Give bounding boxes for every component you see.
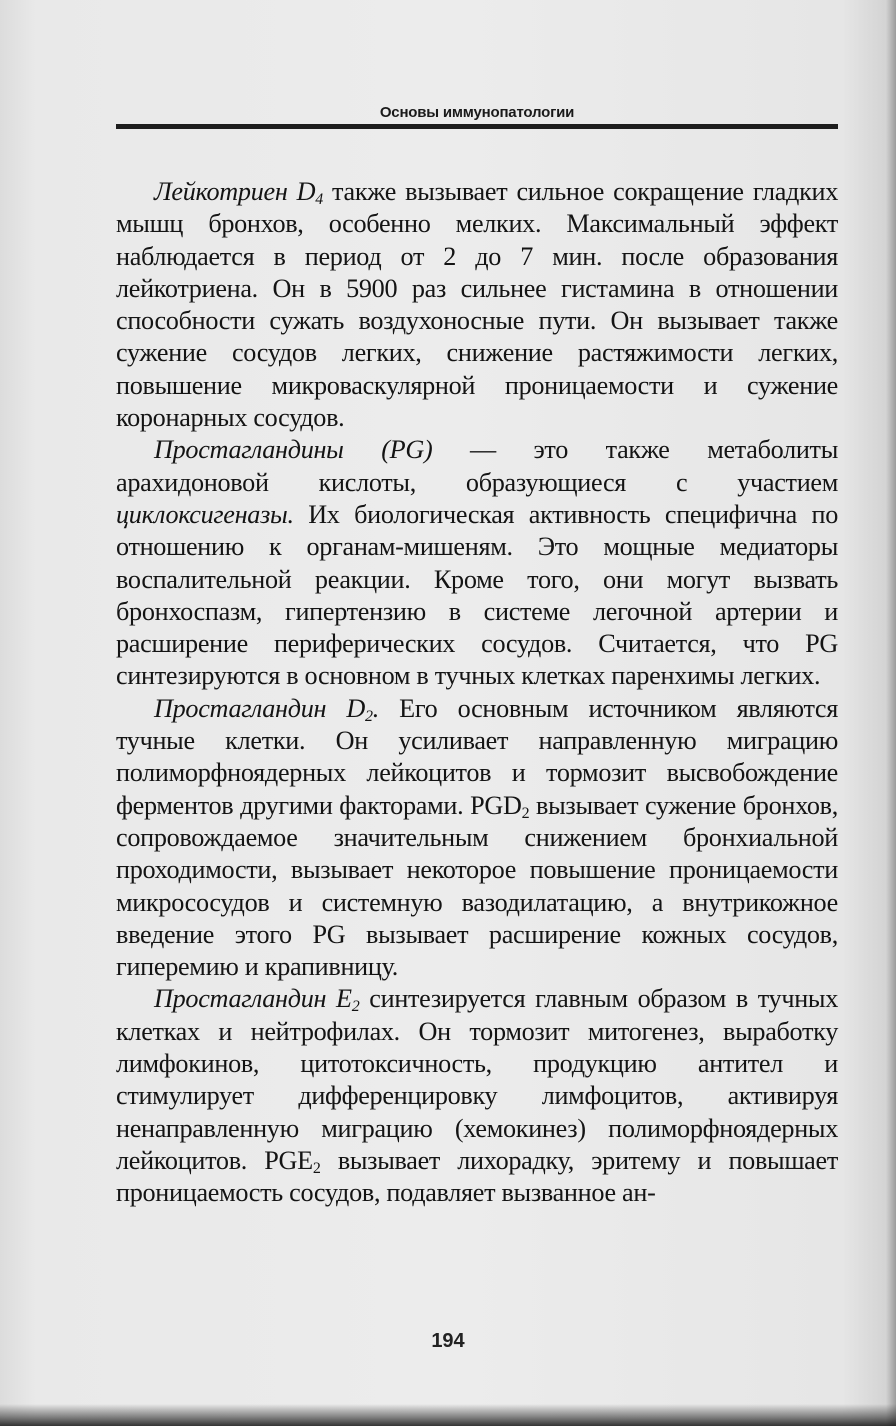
paragraph-prostaglandin-e2: [116, 983, 838, 1209]
term-prostaglandin-e2: [154, 984, 360, 1016]
term-text: Простагландин D: [154, 693, 365, 723]
term-text: Простагландин E: [154, 984, 352, 1014]
paragraph-text: вызывает сужение бронхов, сопровождаемое значительным снижением бронхиальной проходимости, вызывает некоторое повышение проницаемости микрососудов и системную вазодилатацию, а внутрикожное введение этого PG вызывает расширение кожных сосудов, гиперемию и крапивницу.: [116, 790, 838, 982]
paragraph-text: вызывает лихорадку, эритему и повышает проницаемость сосудов, подавляет вызванное ан-: [116, 1145, 838, 1208]
subscript: 2: [312, 1159, 321, 1177]
header-rule: [116, 124, 838, 129]
subscript: 4: [315, 191, 323, 208]
subscript: 2: [351, 998, 360, 1016]
term-cyclooxygenase: циклоксигеназы.: [116, 499, 294, 529]
page-edge-shadow-right: [886, 0, 896, 1426]
term-prostaglandins: Простагландины (PG): [154, 435, 433, 465]
subscript: 2: [521, 804, 530, 822]
page-number: 194: [431, 1330, 465, 1352]
paragraph-text: также вызывает сильное сокращение гладких мышц бронхов, особенно мелких. Максимальный эффект наблюдается в период от 2 до 7 мин. после образования лейкотриена. Он в 5900 раз сильнее гистамина в отношении способности сужать воздухоносные пути. Он вызывает также сужение сосудов легких, снижение растяжимости легких, повышение микроваскулярной проницаемости и сужение коронарных сосудов.: [116, 177, 839, 433]
body-text: [116, 176, 838, 1210]
paragraph-text: синтезируется главным образом в тучных клетках и нейтрофилах. Он тормозит митогенез, выработку лимфокинов, цитотоксичность, продукцию антител и стимулирует дифференцировку лимфоцитов, активируя ненаправленную миграцию (хемокинез) полиморфноядерных лейкоцитов. PGE: [116, 984, 839, 1175]
page-edge-shadow-bottom: [0, 1404, 896, 1426]
running-head: Основы иммунопатологии: [379, 104, 575, 121]
paragraph-prostaglandins: [116, 434, 838, 692]
paragraph-text: Их биологическая активность специфична по отношению к органам-мишеням. Это мощные медиаторы воспалительной реакции. Кроме того, они могут вызвать бронхоспазм, гипертензию в системе легочной артерии и расширение периферических сосудов. Считается, что PG синтезируются в основном в тучных клетках паренхимы легких.: [116, 499, 838, 691]
term-punctuation: .: [372, 693, 379, 723]
paragraph-text: Его основным источником являются тучные клетки. Он усиливает направленную миграцию полиморфноядерных лейкоцитов и тормозит высвобождение ферментов другими факторами. PGD: [116, 693, 838, 820]
page-header: [116, 104, 838, 129]
paragraph-prostaglandin-d2: [116, 693, 838, 984]
subscript: 2: [365, 707, 373, 725]
term-leukotriene-d4: [154, 177, 323, 206]
paragraph-leukotriene-d4: [116, 176, 838, 434]
paragraph-text: — это также метаболиты арахидоновой кислоты, образующиеся с участием: [116, 435, 838, 497]
term-prostaglandin-d2: [154, 694, 379, 723]
term-text: Лейкотриен D: [154, 177, 316, 206]
